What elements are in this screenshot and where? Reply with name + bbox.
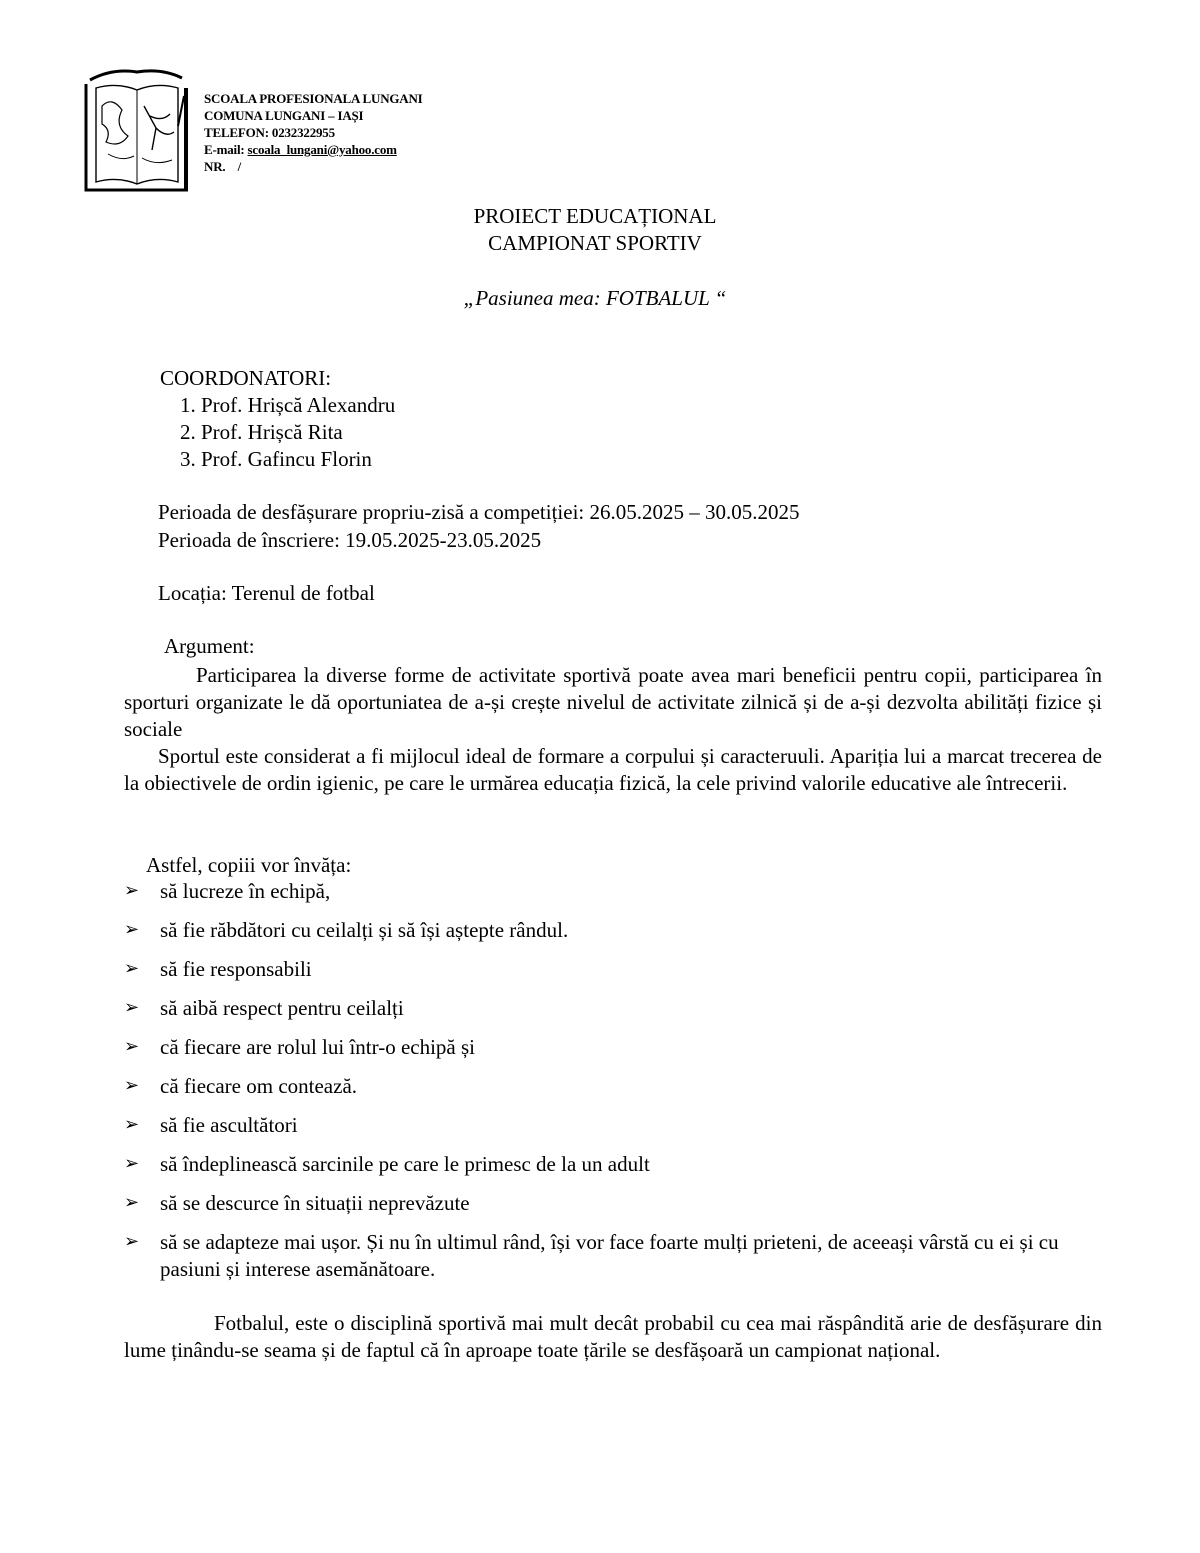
document-title: PROIECT EDUCAȚIONAL [473, 204, 717, 228]
school-email-line [204, 141, 423, 158]
school-phone: TELEFON: 0232322955 [204, 125, 335, 140]
registration-number: NR. / [204, 159, 242, 174]
competition-period: Perioada de desfășurare propriu-zisă a competiției: 26.05.2025 – 30.05.2025 [158, 500, 800, 524]
list-item: ➢ să fie responsabili [124, 957, 312, 981]
school-commune: COMUNA LUNGANI – IAȘI [204, 108, 364, 123]
arrow-bullet-icon: ➢ [124, 1192, 140, 1212]
coordinators-heading: COORDONATORI: [160, 366, 332, 390]
list-item: ➢ să fie ascultători [124, 1113, 298, 1137]
arrow-bullet-icon: ➢ [124, 958, 140, 978]
arrow-bullet-icon: ➢ [124, 1075, 140, 1095]
project-motto: „Pasiunea mea: FOTBALUL “ [463, 286, 727, 310]
argument-paragraph: Participarea la diverse forme de activitate sportivă poate avea mari beneficii pentru copii, participarea în sporturi organizate le dă oportuniatea de a-și crește nivelul de activitate zilnică și de a-și dezvolta abilități fizice și sociale [124, 663, 1102, 741]
school-name: SCOALA PROFESIONALA LUNGANI [204, 91, 423, 106]
arrow-bullet-icon: ➢ [124, 880, 140, 900]
closing-paragraph: Fotbalul, este o disciplină sportivă mai mult decât probabil cu cea mai răspândită arie de desfășurare din lume ținându-se seama și de faptul că în aproape toate țările se desfășoară un campionat național. [124, 1311, 1102, 1362]
arrow-bullet-icon: ➢ [124, 1114, 140, 1134]
list-item: ➢ să se adapteze mai ușor. Și nu în ultimul rând, își vor face foarte mulți prieteni, de aceeași vârstă cu ei și cu pasiuni și interese asemănătoare. [124, 1230, 1059, 1281]
list-item: ➢ să îndeplinească sarcinile pe care le primesc de la un adult [124, 1152, 650, 1176]
list-item: ➢ să se descurce în situații neprevăzute [124, 1191, 470, 1215]
coordinator-item: 2. Prof. Hrișcă Rita [180, 420, 343, 444]
arrow-bullet-icon: ➢ [124, 997, 140, 1017]
email-label: E-mail: [204, 142, 245, 157]
location: Locația: Terenul de fotbal [158, 581, 375, 605]
coordinators-list [180, 392, 395, 473]
argument-paragraph: Sportul este considerat a fi mijlocul ideal de formare a corpului și caracteruuli. Apariția lui a marcat trecerea de la obiectivele de ordin igienic, pe care le urmărea educația fizică, la cele privind valorile educative ale întrecerii. [124, 744, 1102, 795]
list-item: ➢ că fiecare om contează. [124, 1074, 358, 1098]
coordinator-item: 1. Prof. Hrișcă Alexandru [180, 393, 396, 417]
list-item: ➢ să fie răbdători cu ceilalți și să își aștepte rândul. [124, 918, 569, 942]
coordinator-item: 3. Prof. Gafincu Florin [180, 447, 372, 471]
document-subtitle-line: CAMPIONAT SPORTIV [488, 231, 702, 255]
learning-intro: Astfel, copiii vor învăța: [146, 853, 352, 877]
school-logo [82, 66, 192, 196]
arrow-bullet-icon: ➢ [124, 1036, 140, 1056]
arrow-bullet-icon: ➢ [124, 919, 140, 939]
email-link[interactable]: scoala_lungani@yahoo.com [247, 142, 397, 157]
school-header [204, 90, 423, 175]
arrow-bullet-icon: ➢ [124, 1231, 140, 1251]
list-item: ➢ să aibă respect pentru ceilalți [124, 996, 404, 1020]
arrow-bullet-icon: ➢ [124, 1153, 140, 1173]
learning-list [124, 878, 1104, 1283]
list-item: ➢ să lucreze în echipă, [124, 879, 331, 903]
argument-heading: Argument: [164, 634, 255, 658]
registration-period: Perioada de înscriere: 19.05.2025-23.05.2025 [158, 528, 542, 552]
list-item: ➢ că fiecare are rolul lui într-o echipă și [124, 1035, 475, 1059]
